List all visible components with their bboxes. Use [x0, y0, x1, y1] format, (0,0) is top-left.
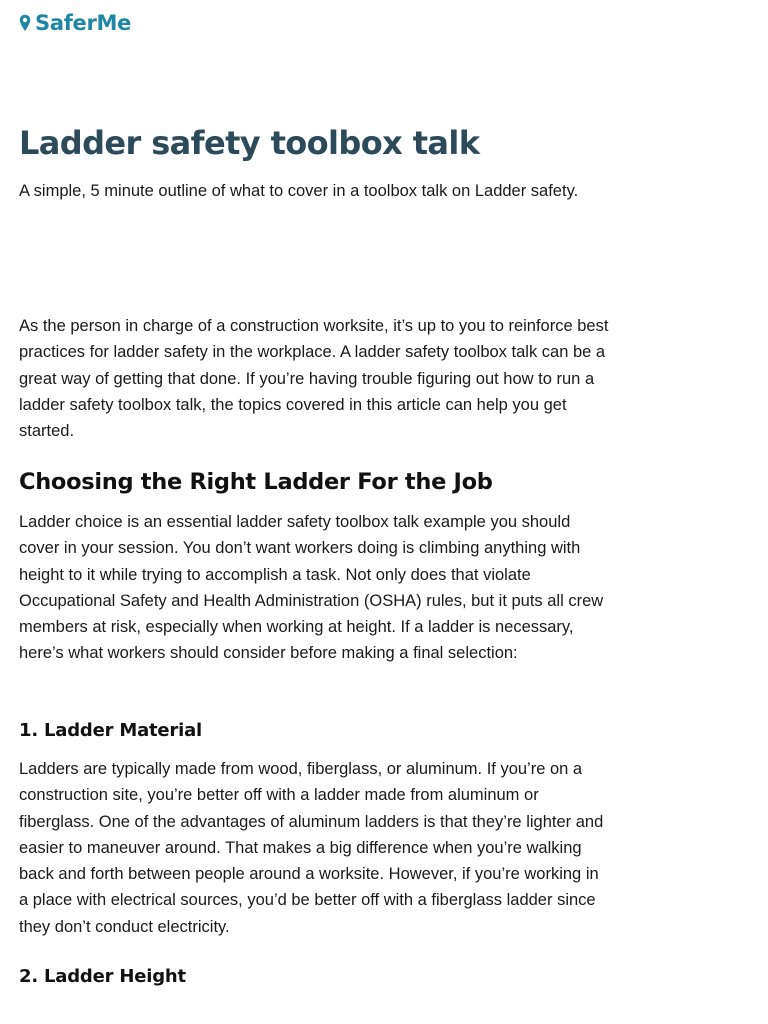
section-heading: Choosing the Right Ladder For the Job: [19, 469, 493, 495]
article-subtitle: A simple, 5 minute outline of what to cover in a toolbox talk on Ladder safety.: [19, 182, 579, 200]
intro-paragraph: As the person in charge of a construction worksite, it’s up to you to reinforce best practices for ladder safety in the workplace. A ladder safety toolbox talk can be a great way of getting that done. If you’re having trouble figuring out how to run a ladder safety toolbox talk, the topics covered in this article can help you get started.: [19, 317, 609, 441]
subsection-heading: 1. Ladder Material: [19, 720, 203, 741]
subsection-heading: 2. Ladder Height: [19, 966, 186, 987]
section-paragraph: Ladder choice is an essential ladder safety toolbox talk example you should cover in your session. You don’t want workers doing is climbing anything with height to it while trying to accomplish a task. Not only does that violate Occupational Safety and Health Administration (OSHA) rules, but it puts all crew members at risk, especially when working at height. If a ladder is necessary, here’s what workers should consider before making a final selection:: [19, 513, 604, 663]
section-choosing-ladder-body: [19, 509, 611, 667]
logo-wordmark: SaferMe: [35, 11, 132, 35]
section-choosing-ladder: [19, 469, 611, 495]
subsection-ladder-material: [19, 720, 611, 741]
subsection-paragraph: Ladders are typically made from wood, fiberglass, or aluminum. If you’re on a construction site, you’re better off with a ladder made from aluminum or fiberglass. One of the advantages of aluminum ladders is that they’re lighter and easier to maneuver around. That makes a big difference when you’re walking back and forth between people around a worksite. However, if you’re working in a place with electrical sources, you’d be better off with a fiberglass ladder since they don’t conduct electricity.: [19, 760, 604, 936]
saferme-logo-link[interactable]: [19, 10, 131, 36]
intro-block: [19, 313, 611, 444]
subsection-ladder-material-body: [19, 756, 611, 940]
location-pin-icon: [19, 14, 31, 32]
page-title: Ladder safety toolbox talk: [19, 124, 480, 162]
subsection-ladder-height: [19, 966, 611, 987]
